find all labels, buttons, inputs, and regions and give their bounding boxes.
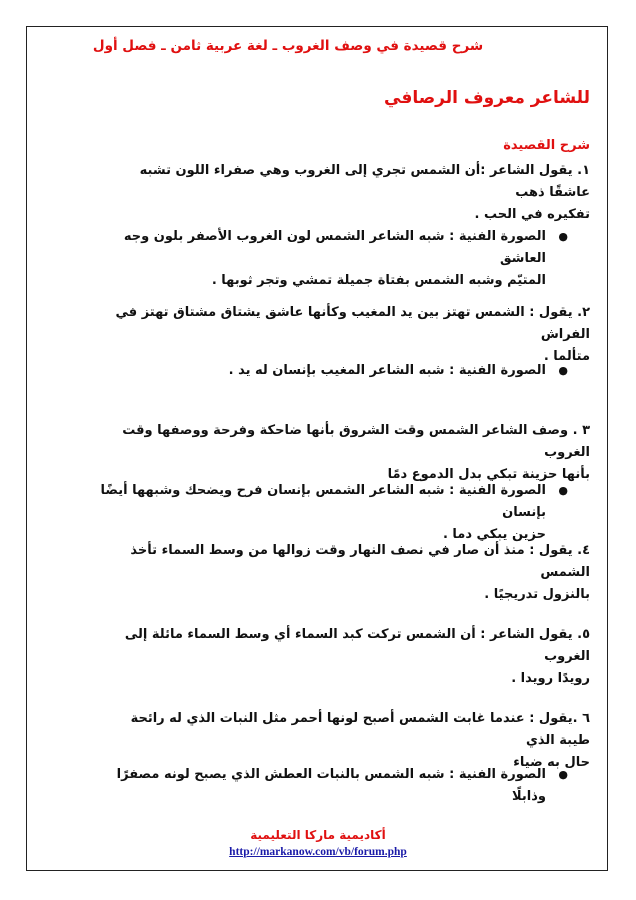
paragraph-line: تفكيره في الحب .: [474, 207, 590, 222]
explanation-paragraph: [96, 624, 590, 690]
paragraph-line: بالنزول تدريجيًا .: [484, 587, 590, 602]
footer-academy-name: أكاديمية ماركا التعليمية: [250, 828, 386, 842]
section-label: شرح القصيدة: [503, 138, 590, 153]
explanation-paragraph: [96, 160, 590, 226]
paragraph-line: بأنها حزينة تبكي بدل الدموع دمًا: [387, 467, 590, 482]
bullet-line: الصورة الفنية : شبه الشاعر الشمس بإنسان فرح ويضحك وشبهها أيضًا بإنسان: [100, 483, 546, 520]
bullet-line: الصورة الفنية : شبه الشمس بالنبات العطش الذي يصبح لونه مصفرًا وذابلًا: [116, 767, 546, 804]
bullet-icon: ●: [558, 364, 568, 377]
artistic-image-bullet: [90, 360, 576, 382]
paragraph-line: ٤. يقول : منذ أن صار في نصف النهار وقت زوالها من وسط السماء تأخذ الشمس: [130, 543, 590, 580]
explanation-paragraph: [96, 420, 590, 486]
bullet-line: الصورة الفنية : شبه الشاعر الشمس لون الغروب الأصفر بلون وجه العاشق: [123, 229, 546, 266]
bullet-icon: ●: [558, 768, 568, 781]
document-title: شرح قصيدة في وصف الغروب ـ لغة عربية ثامن ـ فصل أول: [92, 38, 484, 54]
paragraph-line: متألما .: [543, 349, 590, 364]
paragraph-line: ١. يقول الشاعر :أن الشمس تجري إلى الغروب وهي صفراء اللون تشبه عاشقًا ذهب: [139, 163, 590, 200]
footer-forum-link[interactable]: http://markanow.com/vb/forum.php: [229, 846, 407, 858]
poet-subtitle: للشاعر معروف الرصافي: [384, 88, 590, 108]
bullet-line: المتيّم وشبه الشمس بفتاة جميلة تمشي وتجر ثوبها .: [211, 273, 546, 288]
artistic-image-bullet: [90, 764, 576, 808]
paragraph-line: ٢. يقول : الشمس تهتز بين يد المغيب وكأنها عاشق يشتاق مشتاق تهتز في الفراش: [115, 305, 590, 342]
paragraph-line: حال به ضياء: [513, 755, 590, 770]
paragraph-line: ٥. يقول الشاعر : أن الشمس تركت كبد السماء أي وسط السماء مائلة إلى الغروب: [124, 627, 590, 664]
paragraph-line: ٦ .يقول : عندما غابت الشمس أصبح لونها أحمر مثل النبات الذي له رائحة طيبة الذي: [130, 711, 590, 748]
paragraph-line: ٣ . وصف الشاعر الشمس وقت الشروق بأنها ضاحكة وفرحة ووصفها وقت الغروب: [122, 423, 590, 460]
artistic-image-bullet: [90, 226, 576, 292]
paragraph-line: رويدًا رويدا .: [511, 671, 590, 686]
bullet-icon: ●: [558, 484, 568, 497]
bullet-line: حزين يبكي دما .: [442, 527, 546, 542]
bullet-line: الصورة الفنية : شبه الشاعر المغيب بإنسان له يد .: [228, 363, 546, 378]
explanation-paragraph: [96, 540, 590, 606]
explanation-paragraph: [96, 302, 590, 368]
bullet-icon: ●: [558, 230, 568, 243]
artistic-image-bullet: [90, 480, 576, 546]
